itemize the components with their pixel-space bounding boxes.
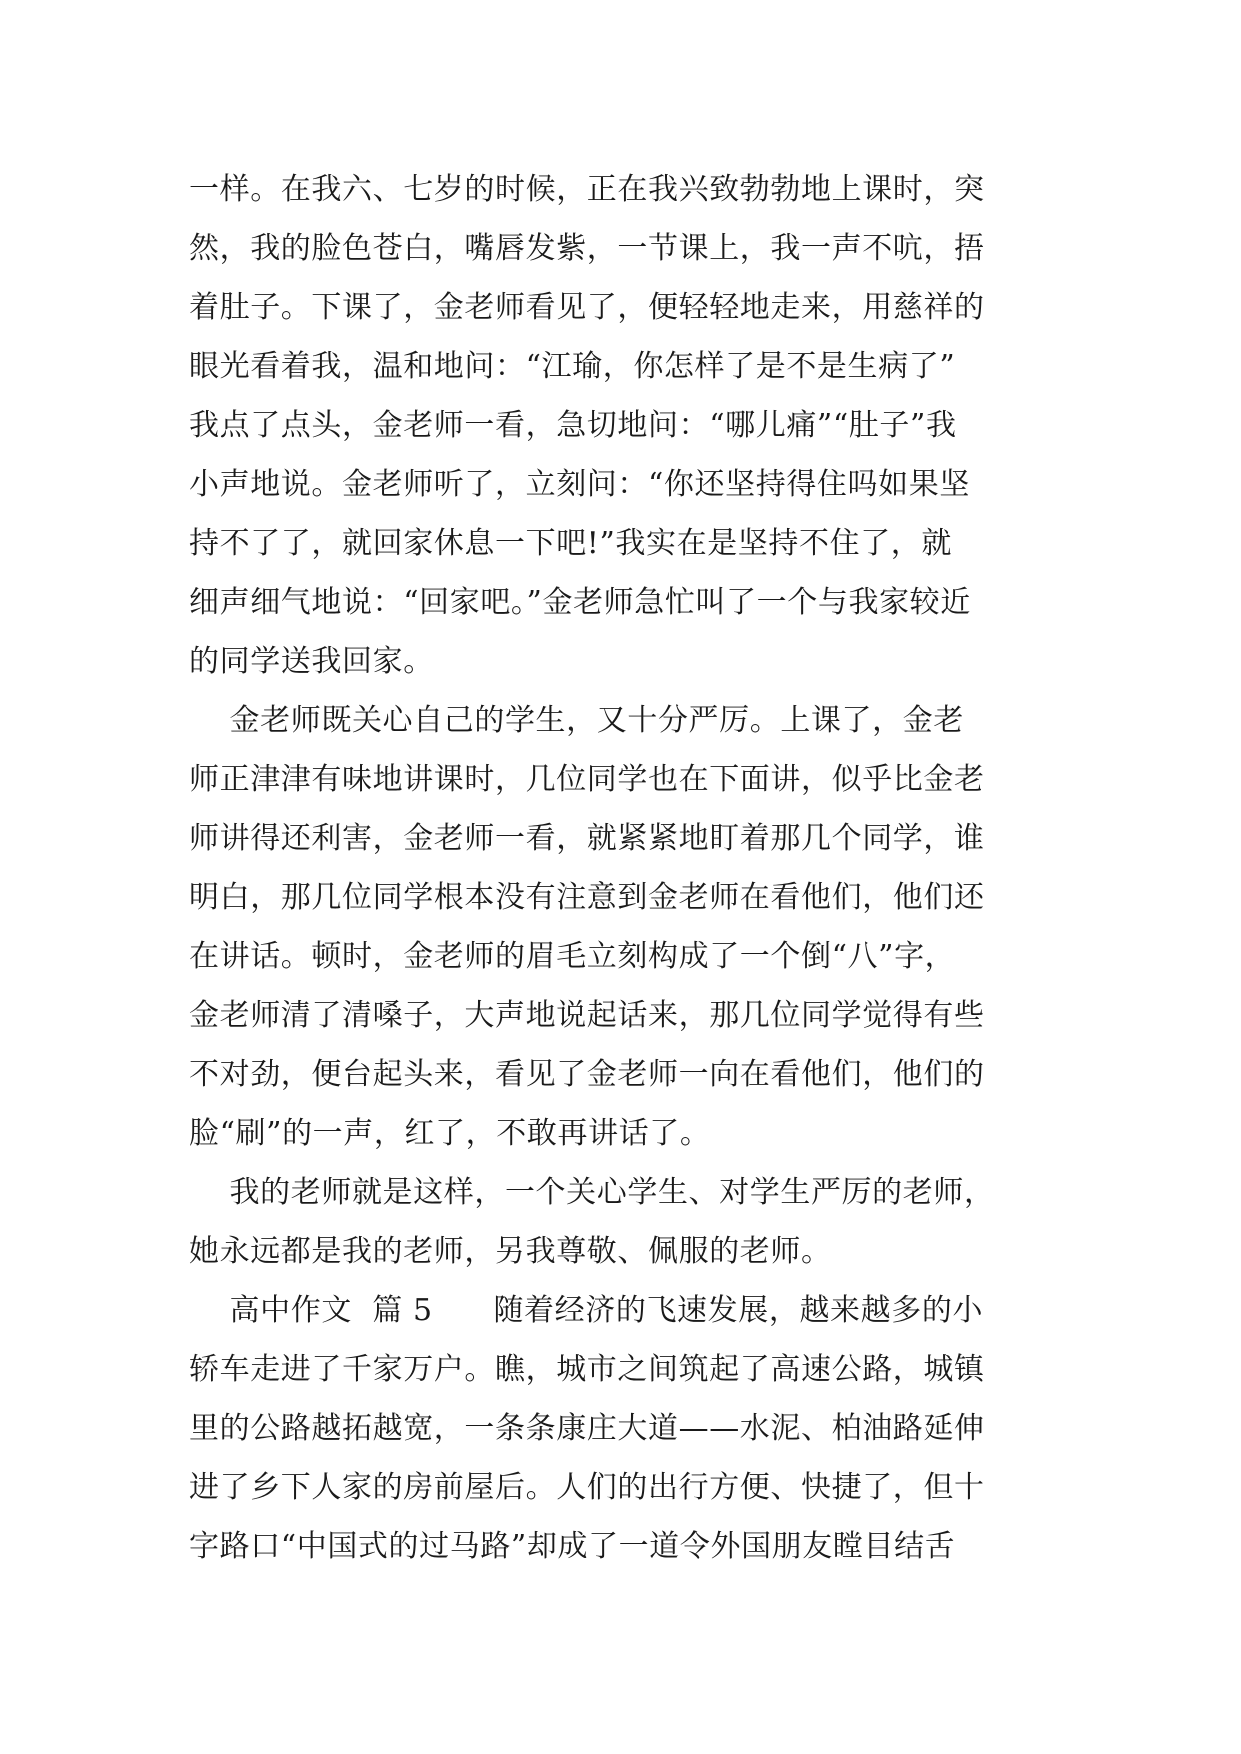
- text-line: 着肚子。下课了，金老师看见了，便轻轻地走来，用慈祥的: [189, 290, 985, 325]
- text-line: 眼光看着我，温和地问：“江瑜，你怎样了是不是生病了”: [189, 349, 956, 384]
- text-line: 字路口“中国式的过马路”却成了一道令外国朋友瞠目结舌: [189, 1529, 956, 1564]
- text-line: 的同学送我回家。: [189, 644, 434, 679]
- text-line: 进了乡下人家的房前屋后。人们的出行方便、快捷了，但十: [189, 1470, 985, 1505]
- text-line: 然，我的脸色苍白，嘴唇发紫，一节课上，我一声不吭，捂: [189, 231, 985, 266]
- text-line: 她永远都是我的老师，另我尊敬、佩服的老师。: [189, 1234, 832, 1269]
- text-line: 明白，那几位同学根本没有注意到金老师在看他们，他们还: [189, 880, 985, 915]
- text-line: 师正津津有味地讲课时，几位同学也在下面讲，似乎比金老: [189, 762, 985, 797]
- paragraph-start-line: 金老师既关心自己的学生，又十分严厉。上课了，金老: [189, 703, 964, 738]
- text-line: 细声细气地说：“回家吧。”金老师急忙叫了一个与我家较近: [189, 585, 971, 620]
- text-line: 小声地说。金老师听了，立刻问：“你还坚持得住吗如果坚: [189, 467, 970, 502]
- section-heading-line: 高中作文 篇 5 随着经济的飞速发展，越来越多的小: [189, 1293, 984, 1328]
- text-line: 一样。在我六、七岁的时候，正在我兴致勃勃地上课时，突: [189, 172, 985, 207]
- paragraph-start-line: 我的老师就是这样，一个关心学生、对学生严厉的老师，: [189, 1175, 995, 1210]
- text-line: 在讲话。顿时，金老师的眉毛立刻构成了一个倒“八”字，: [189, 939, 956, 974]
- text-line: 不对劲，便台起头来，看见了金老师一向在看他们，他们的: [189, 1057, 985, 1092]
- text-line: 轿车走进了千家万户。瞧，城市之间筑起了高速公路，城镇: [189, 1352, 985, 1387]
- text-line: 师讲得还利害，金老师一看，就紧紧地盯着那几个同学，谁: [189, 821, 985, 856]
- text-line: 金老师清了清嗓子，大声地说起话来，那几位同学觉得有些: [189, 998, 985, 1033]
- text-line: 里的公路越拓越宽，一条条康庄大道——水泥、柏油路延伸: [189, 1411, 985, 1446]
- text-line: 持不了了，就回家休息一下吧!”我实在是坚持不住了，就: [189, 526, 952, 561]
- essay-body: [189, 160, 1057, 1576]
- text-line: 脸“刷”的一声，红了，不敢再讲话了。: [189, 1116, 711, 1151]
- text-line: 我点了点头，金老师一看，急切地问：“哪儿痛”“肚子”我: [189, 408, 957, 443]
